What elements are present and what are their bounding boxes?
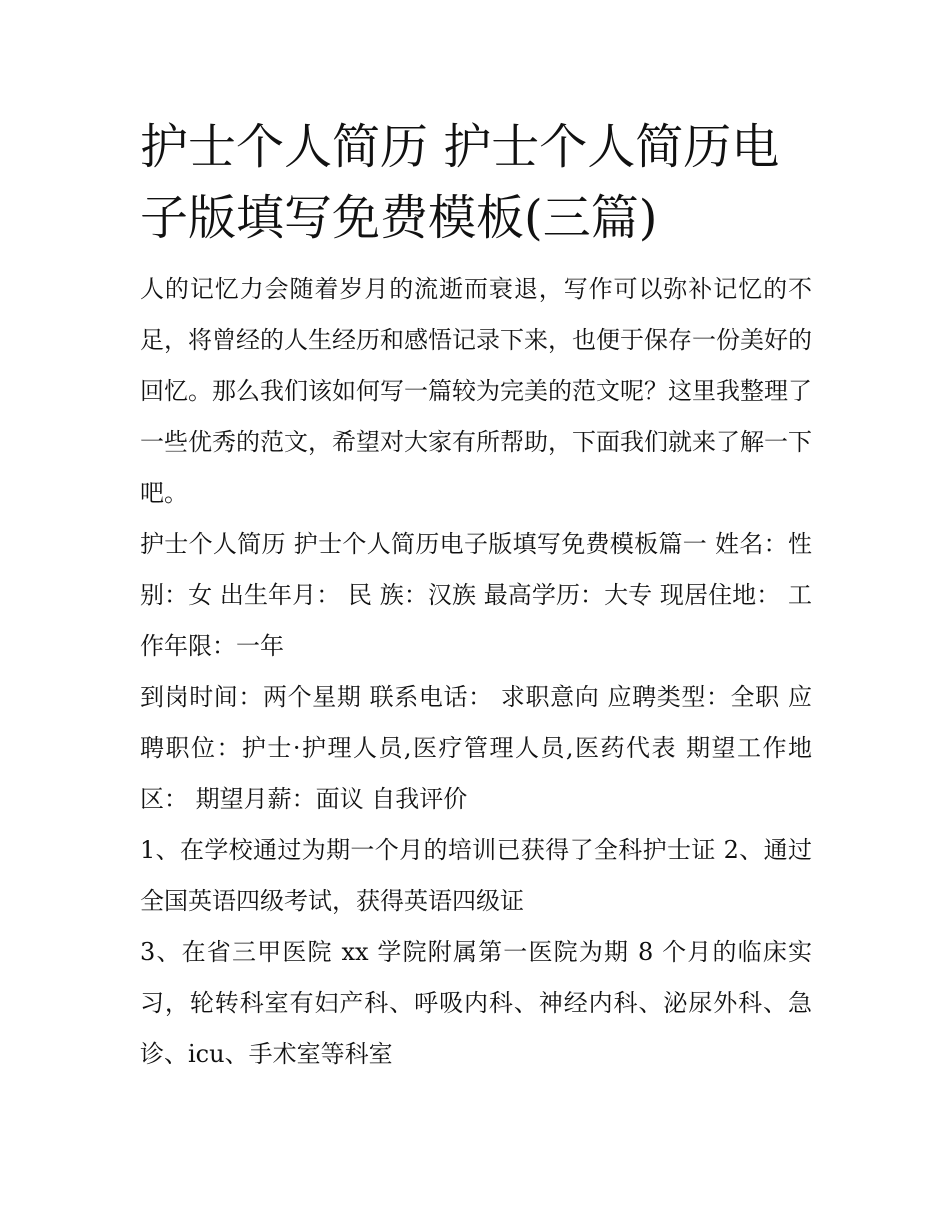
document-page [140,112,812,1080]
resume-job-intent: 到岗时间：两个星期 联系电话： 求职意向 应聘类型：全职 应聘职位：护士·护理人员,医疗管理人员,医药代表 期望工作地区： 期望月薪：面议 自我评价 [140,683,812,813]
document-title: 护士个人简历 护士个人简历电子版填写免费模板(三篇) [140,119,780,246]
intro-paragraph: 人的记忆力会随着岁月的流逝而衰退，写作可以弥补记忆的不足，将曾经的人生经历和感悟记录下来，也便于保存一份美好的回忆。那么我们该如何写一篇较为完美的范文呢？这里我整理了一些优秀的范文，希望对大家有所帮助，下面我们就来了解一下吧。 [140,275,812,507]
self-evaluation-item-1: 1、在学校通过为期一个月的培训已获得了全科护士证 2、通过全国英语四级考试，获得英语四级证 [140,836,812,915]
self-evaluation-item-3: 3、在省三甲医院 xx 学院附属第一医院为期 8 个月的临床实习，轮转科室有妇产科、呼吸内科、神经内科、泌尿外科、急诊、icu、手术室等科室 [140,938,812,1068]
resume-basic-info: 护士个人简历 护士个人简历电子版填写免费模板篇一 姓名：性 别：女 出生年月： 民 族：汉族 最高学历：大专 现居住地： 工作年限：一年 [140,530,812,660]
